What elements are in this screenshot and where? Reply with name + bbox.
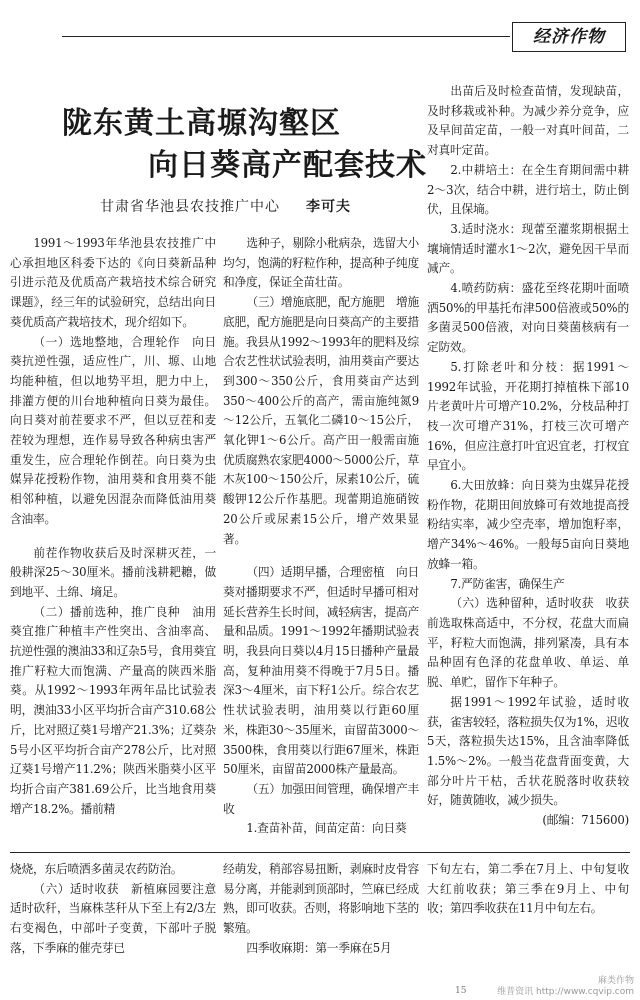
watermark-line1: 麻类作物 bbox=[597, 976, 634, 986]
watermark bbox=[497, 976, 634, 998]
paragraph: 5.打除老叶和分枝：据1991～1992年试验，开花期打掉植株下部10片老黄叶片可增产10.2%，分枝品种打枝一次可增产31%，打枝三次可增产16%，但应注意打叶宜迟宜老，打杈宜早宜小。 bbox=[427, 359, 629, 473]
byline bbox=[100, 196, 351, 216]
paragraph: （六）适时收获 新植麻园要注意适时砍秆，当麻株茎秆从下至上有2/3左右变褐色，中部叶子变黄，下部叶子脱落，下季麻的催壳芽已 bbox=[10, 881, 216, 955]
paragraph: 2.中耕培土：在全生育期间需中耕2～3次，结合中耕，进行培土，防止倒伏，且保墒。 bbox=[427, 162, 629, 217]
affiliation: 甘肃省华池县农技推广中心 bbox=[100, 199, 280, 215]
paragraph: 4.喷药防病：盛花至终花期叶面喷洒50%的甲基托布津500倍液或50%的多菌灵500倍液，对向日葵菌核病有一定防效。 bbox=[427, 281, 629, 355]
paragraph: 6.大田放蜂：向日葵为虫媒异花授粉作物，花期田间放蜂可有效地提高授粉结实率，减少空壳率，增加饱籽率，增产34%～46%。一般每5亩向日葵地放蜂一箱。 bbox=[427, 478, 629, 571]
paragraph: 选种子，剔除小秕病杂，选留大小均匀，饱满的籽粒作种，提高种子纯度和净度，保证全苗壮苗。 bbox=[223, 236, 419, 290]
author: 李可夫 bbox=[306, 199, 351, 215]
section-tag: 经济作物 bbox=[512, 22, 626, 52]
article-divider bbox=[10, 852, 630, 853]
next-article-column-3 bbox=[427, 860, 629, 919]
paragraph: 前茬作物收获后及时深耕灭茬，一般耕深25～30厘米。播前浅耕耙耱，做到地平、土绵、墒足。 bbox=[10, 545, 216, 599]
paragraph: 1991～1993年华池县农技推广中心承担地区科委下达的《向日葵新品种引进示范及优质高产栽培技术综合研究课题》，经三年的试验研究，总结出向日葵优质高产栽培技术，现介绍如下。 bbox=[10, 236, 216, 329]
paragraph: （二）播前选种，推广良种 油用葵宜推广种植丰产性突出、含油率高、抗逆性强的澳油33和辽杂5号，食用葵宜推广籽粒大而饱满、产量高的陕西米脂葵。从1992～1993年两年品比试验表明，澳油33小区平均折合亩产310.68公斤，比对照辽葵1号增产21.3%；辽葵杂5号小区平均折合亩产278公斤，比对照辽葵1号增产11.2%；陕西米脂葵小区平均折合亩产381.69公斤，比当地食用葵增产18.2%。播前精 bbox=[10, 604, 216, 816]
paragraph: 1.查苗补苗，间苗定苗：向日葵 bbox=[246, 821, 407, 836]
paragraph: 据1991～1992年试验，适时收获，雀害较轻，落粒损失仅为1%，迟收5天，落粒损失达15%，且含油率降低1.5%～2%。一般当花盘背面变黄，大部分叶片干枯，舌状花脱落时收获较好，随黄随收，减少损失。 bbox=[427, 694, 629, 808]
body-column-1 bbox=[10, 234, 216, 819]
article-title-line1: 陇东黄土高塬沟壑区 bbox=[62, 106, 341, 141]
body-column-2 bbox=[223, 234, 419, 839]
paragraph: （六）选种留种，适时收获 收获前选取株高适中，不分杈，花盘大而扁平，籽粒大而饱满，排列紧凑，具有本品种固有色泽的花盘单收、单运、单脱、单贮，留作下年种子。 bbox=[427, 596, 629, 690]
article-title-line2: 向日葵高产配套技术 bbox=[148, 148, 427, 183]
paragraph: （五）加强田间管理，确保增产丰收 bbox=[223, 781, 419, 816]
page-number: 15 bbox=[455, 986, 467, 996]
postal-code: (邮编：715600) bbox=[542, 813, 629, 828]
body-column-3 bbox=[427, 82, 629, 831]
watermark-line2: 维普资讯 http://www.cqvip.com bbox=[497, 987, 634, 997]
paragraph: （三）增施底肥，配方施肥 增施底肥，配方施肥是向日葵高产的主要措施。我县从1992～1993年的肥料及综合农艺性状试验表明，油用葵亩产要达到300～350公斤，食用葵亩产达到350～400公斤的高产，需亩施纯氮9～12公斤，五氧化二磷10～15公斤，氧化钾1～6公斤。高产田一般需亩施优质腐熟农家肥4000～5000公斤，草木灰100～150公斤，尿素10公斤，硫酸钾12公斤作基肥。现蕾期追施硝铵20公斤或尿素15公斤，增产效果显著。 bbox=[223, 295, 419, 546]
paragraph: 下旬左右，第二季在7月上、中旬复收大红前收获；第三季在9月上、中旬收；第四季收获在11月中旬左右。 bbox=[427, 862, 629, 916]
paragraph: 3.适时浇水：现蕾至灌浆期根据土壤墒情适时灌水1～2次，避免因干旱而减产。 bbox=[427, 221, 629, 276]
next-article-column-2 bbox=[223, 860, 419, 959]
paragraph: 出苗后及时检查苗情，发现缺苗，及时移栽或补种。为减少养分竞争，应及早间苗定苗，一般一对真叶间苗，二对真叶定苗。 bbox=[427, 84, 629, 158]
paragraph: 7.严防雀害，确保生产 bbox=[450, 576, 565, 591]
paragraph: 经萌发，稍部容易扭断，剥麻时皮骨容易分离，并能剥到顶部时，竺麻已经成熟，即可收获。否则，将影响地下茎的繁殖。 bbox=[223, 862, 419, 936]
paragraph: （一）选地整地，合理轮作 向日葵抗逆性强，适应性广，川、塬、山地均能种植，但以地势平坦，肥力中上，排灌方便的川台地种植向日葵为最佳。向日葵对前茬要求不严，但以豆茬和麦茬较为理想，连作易导致各种病虫害严重发生，应合理轮作倒茬。向日葵为虫媒异花授粉作物，油用葵和食用葵不能相邻种植，以避免因混杂而降低油用葵含油率。 bbox=[10, 334, 216, 526]
paragraph: 烧烧，东后喷洒多菌灵农药防治。 bbox=[10, 862, 183, 876]
next-article-column-1 bbox=[10, 860, 216, 959]
paragraph: （四）适期早播，合理密植 向日葵对播期要求不严，但适时早播可相对延长营养生长时间，减轻病害，提高产量和品质。1991～1992年播期试验表明，我县向日葵以4月15日播种产量最高，复种油用葵不得晚于7月5日。播深3～4厘米，亩下籽1公斤。综合农艺性状试验表明，油用葵以行距60厘米，株距30～35厘米，亩留苗3000～3500株，食用葵以行距67厘米，株距50厘米，亩留苗2000株产量最高。 bbox=[223, 565, 419, 777]
header-rule bbox=[62, 36, 510, 37]
paragraph: 四季收麻期：第一季麻在5月 bbox=[246, 940, 392, 955]
